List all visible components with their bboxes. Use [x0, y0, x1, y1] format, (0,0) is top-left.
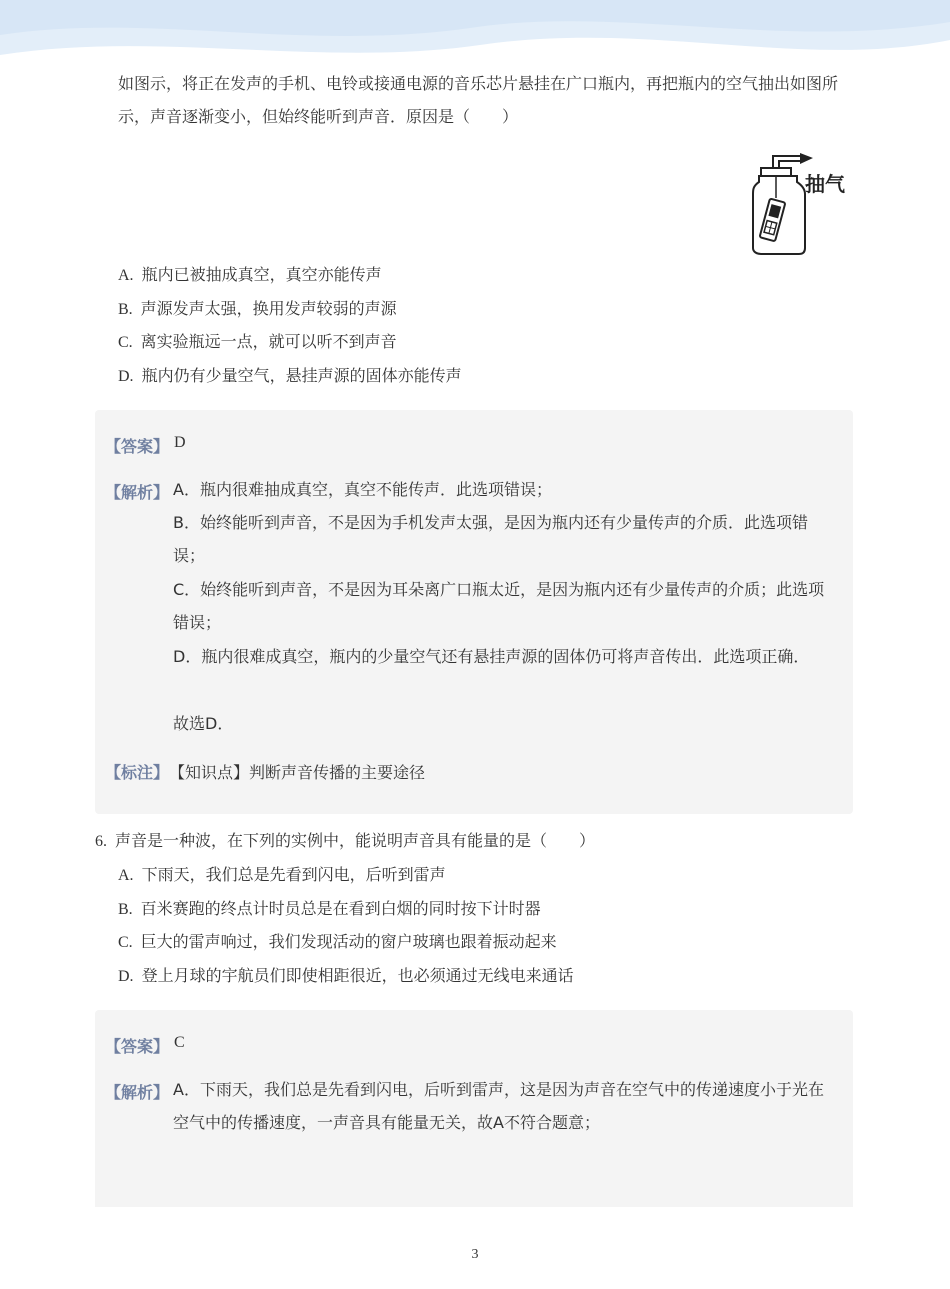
option-text: 下雨天，我们总是先看到闪电，后听到雷声	[141, 865, 446, 884]
option-letter: B.	[118, 301, 133, 318]
q6-number: 6.	[95, 833, 107, 850]
q5-answer-tag: 【答案】	[105, 437, 170, 456]
option-text: 瓶内仍有少量空气，悬挂声源的固体亦能传声	[141, 366, 462, 385]
q6-option-d	[118, 966, 574, 987]
option-letter: B.	[118, 901, 133, 918]
option-text: 登上月球的宇航员们即使相距很近，也必须通过无线电来通话	[141, 966, 574, 985]
option-letter: D.	[118, 968, 134, 985]
q6-analysis-a: A．下雨天，我们总是先看到闪电，后听到雷声，这是因为声音在空气中的传递速度小于光在空气中的传播速度，一声音具有能量无关，故A不符合题意；	[173, 1080, 824, 1132]
q5-analysis-b: B．始终能听到声音，不是因为手机发声太强，是因为瓶内还有少量传声的介质．此选项错误；	[173, 513, 808, 565]
q5-analysis-a: A．瓶内很难抽成真空，真空不能传声．此选项错误；	[173, 480, 552, 499]
page-number: 3	[471, 1247, 479, 1262]
q5-note-tag: 【标注】	[105, 763, 170, 782]
q5-option-a	[118, 265, 382, 286]
q5-note: 【知识点】判断声音传播的主要途径	[169, 763, 426, 782]
option-letter: C.	[118, 934, 133, 951]
q5-analysis-tag: 【解析】	[105, 483, 170, 502]
q5-answer: D	[174, 434, 186, 451]
q5-option-d	[118, 366, 462, 387]
bell-jar-figure	[745, 148, 855, 262]
q6-stem: 声音是一种波，在下列的实例中，能说明声音具有能量的是（ ）	[115, 831, 596, 850]
q5-analysis-d: D．瓶内很难成真空，瓶内的少量空气还有悬挂声源的固体仍可将声音传出．此选项正确．	[173, 647, 810, 666]
option-text: 瓶内已被抽成真空，真空亦能传声	[141, 265, 382, 284]
q5-analysis-conclusion: 故选D．	[173, 714, 234, 733]
option-text: 离实验瓶远一点，就可以听不到声音	[140, 332, 397, 351]
option-letter: A.	[118, 867, 134, 884]
q5-option-c	[118, 332, 397, 353]
q5-analysis-c: C．始终能听到声音，不是因为耳朵离广口瓶太近，是因为瓶内还有少量传声的介质；此选项错误；	[173, 580, 825, 632]
q6-option-c	[118, 932, 557, 953]
option-text: 巨大的雷声响过，我们发现活动的窗户玻璃也跟着振动起来	[140, 932, 557, 951]
header-wave-decoration	[0, 0, 950, 70]
option-text: 声源发声太强，换用发声较弱的声源	[140, 299, 397, 318]
q6-analysis-tag: 【解析】	[105, 1083, 170, 1102]
q6-option-a	[118, 865, 446, 886]
q6-stem-line	[95, 831, 595, 852]
q6-answer-tag: 【答案】	[105, 1037, 170, 1056]
bell-jar-icon	[745, 148, 855, 258]
option-text: 百米赛跑的终点计时员总是在看到白烟的同时按下计时器	[140, 899, 541, 918]
option-letter: A.	[118, 267, 134, 284]
figure-label: 抽气	[805, 172, 845, 196]
option-letter: C.	[118, 334, 133, 351]
q6-answer: C	[174, 1034, 185, 1051]
q5-option-b	[118, 299, 397, 320]
q6-option-b	[118, 899, 541, 920]
q5-stem: 如图示，将正在发声的手机、电铃或接通电源的音乐芯片悬挂在广口瓶内，再把瓶内的空气抽出如图所示，声音逐渐变小，但始终能听到声音．原因是（ ）	[118, 74, 839, 126]
option-letter: D.	[118, 368, 134, 385]
